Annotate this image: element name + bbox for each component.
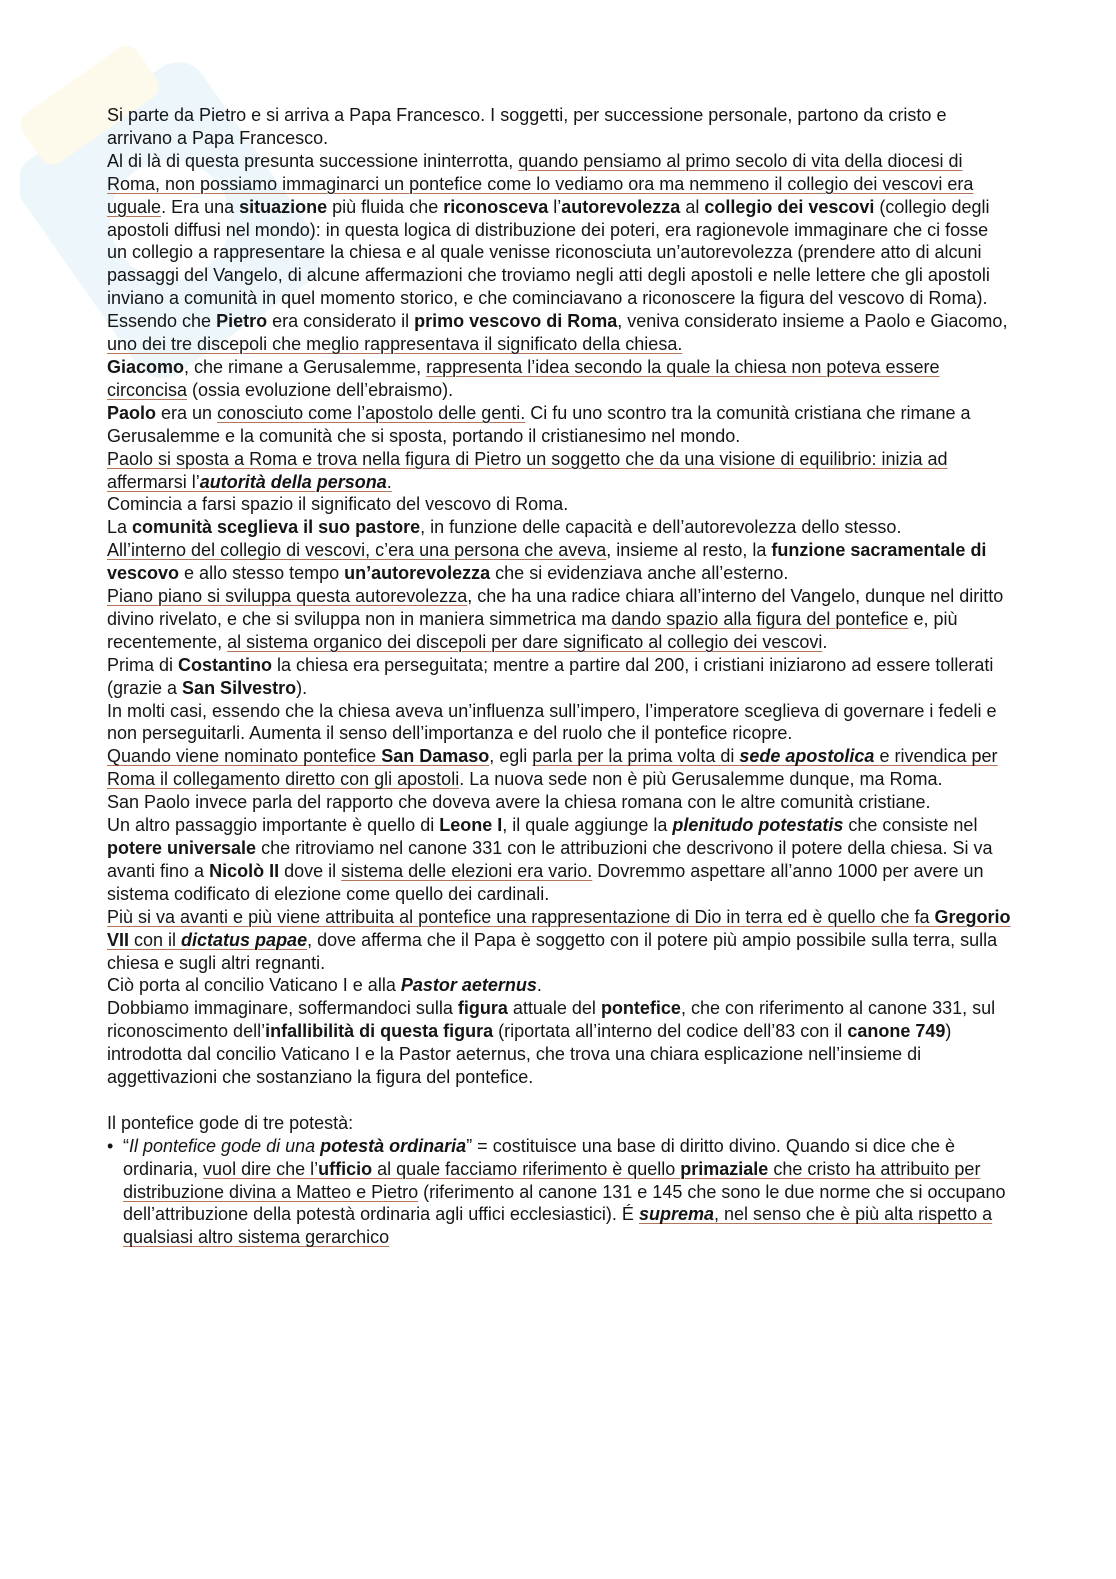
text-run: Il pontefice gode di tre potestà: bbox=[107, 1112, 354, 1133]
text-run: Prima di bbox=[107, 654, 179, 675]
text-run: San Paolo invece parla del rapporto che doveva avere la chiesa romana con le altre comunità cristiane. bbox=[107, 792, 931, 813]
text-run: Ciò porta al concilio Vaticano I e alla bbox=[107, 975, 401, 996]
text-run: Dovremmo aspettare all’anno 1000 per avere un sistema codificato di elezione come quello dei cardinali. bbox=[107, 860, 984, 904]
bold-text: funzione sacramentale di vescovo bbox=[107, 540, 987, 584]
paragraph bbox=[107, 791, 1012, 814]
bullet-marker: • bbox=[107, 1135, 114, 1156]
paragraph bbox=[107, 997, 1012, 1089]
paragraph bbox=[107, 1112, 1012, 1135]
underlined-text: dando spazio alla figura del pontefice bbox=[611, 608, 909, 629]
text-run: In molti casi, essendo che la chiesa aveva un’influenza sull’impero, l’imperatore sceglieva di governare i fedeli e non perseguitarli. Aumenta il senso dell’importanza e del ruolo che il pontefice ricopre. bbox=[107, 700, 997, 744]
bold-text: plenitudo potestatis bbox=[672, 815, 844, 836]
paragraph bbox=[107, 310, 1012, 356]
underlined-text: al sistema organico dei discepoli per dare significato al collegio dei vescovi bbox=[227, 631, 823, 652]
paragraph bbox=[107, 585, 1012, 654]
bold-text: Pietro bbox=[216, 311, 268, 332]
underlined-text: autorità della persona bbox=[199, 471, 387, 492]
bold-text: situazione bbox=[239, 196, 328, 217]
text-run: , il quale aggiunge la bbox=[502, 815, 673, 836]
text-run: (collegio degli apostoli diffusi nel mondo): in questa logica di distribuzione dei poteri, era ragionevole immaginare che ci fosse un collegio a rappresentare la chiesa e al quale venisse riconosciuta un’autorevolezza (prendere atto di alcuni passaggi del Vangelo, di alcune affermazioni che troviamo negli atti degli apostoli e nelle lettere che gli apostoli inviano a comunità in quel momento storico, e che cominciavano a riconoscere la figura del vescovo di Roma). bbox=[107, 196, 990, 309]
text-run: Un altro passaggio importante è quello di bbox=[107, 815, 440, 836]
underlined-text: conosciuto come l’apostolo delle genti. bbox=[217, 402, 526, 423]
text-run: ” = costituisce una base di diritto divino. Quando si dice che è ordinaria, bbox=[123, 1135, 955, 1179]
paragraph bbox=[107, 654, 1012, 700]
paragraph bbox=[107, 448, 1012, 494]
bold-text: Nicolò II bbox=[209, 860, 280, 881]
text-run: Dobbiamo immaginare, soffermandoci sulla bbox=[107, 998, 458, 1019]
underlined-text: . bbox=[386, 471, 392, 492]
document-page bbox=[107, 104, 1012, 1249]
paragraph bbox=[107, 356, 1012, 402]
blank-line bbox=[107, 1089, 1012, 1112]
text-run: Il pontefice gode di una bbox=[129, 1135, 321, 1156]
underlined-text: quando pensiamo al primo secolo di vita della diocesi di Roma, non possiamo immaginarci un pontefice come lo vediamo ora ma nemmeno il collegio dei vescovi era uguale bbox=[107, 150, 974, 217]
text-run: la chiesa era perseguitata; mentre a partire dal 200, i cristiani iniziarono ad essere tollerati (grazie a bbox=[107, 654, 994, 698]
bullet-item bbox=[107, 1135, 1012, 1250]
text-run: , egli bbox=[489, 746, 533, 767]
bold-text: potere universale bbox=[107, 838, 257, 858]
text-run: , insieme al resto, la bbox=[606, 540, 772, 561]
underlined-text: dictatus papae bbox=[181, 929, 308, 950]
underlined-text: e rivendica per Roma il collegamento diretto con gli apostoli bbox=[107, 746, 998, 790]
bold-text: autorevolezza bbox=[561, 196, 681, 217]
underlined-text: , nel senso che è più alta rispetto a qualsiasi altro sistema gerarchico bbox=[123, 1204, 993, 1248]
text-run: (riportata all’interno del codice dell’83 con il bbox=[493, 1021, 848, 1042]
bold-text: San Silvestro bbox=[182, 677, 297, 698]
text-run: Al di là di questa presunta successione ininterrotta, bbox=[107, 150, 519, 171]
text-run: che si evidenziava anche all’esterno. bbox=[490, 563, 789, 584]
text-run: , dove afferma che il Papa è soggetto con il potere più ampio possibile sulla terra, sulla chiesa e sugli altri regnanti. bbox=[107, 929, 998, 973]
text-run: . La nuova sede non è più Gerusalemme dunque, ma Roma. bbox=[459, 769, 943, 790]
underlined-text: primaziale bbox=[680, 1158, 769, 1179]
underlined-text: All’interno del collegio di vescovi, c’era una persona che aveva bbox=[107, 540, 607, 561]
bold-text: infallibilità di questa figura bbox=[265, 1021, 494, 1042]
paragraph bbox=[107, 814, 1012, 906]
paragraph bbox=[107, 150, 1012, 310]
underlined-text: ufficio bbox=[318, 1158, 373, 1179]
text-run: era considerato il bbox=[267, 311, 415, 332]
bold-text: collegio dei vescovi bbox=[704, 196, 875, 217]
text-run: che consiste nel bbox=[843, 815, 978, 836]
bold-text: Leone I bbox=[439, 815, 503, 836]
bold-text: Paolo bbox=[107, 402, 157, 423]
underlined-text: San Damaso bbox=[381, 746, 490, 767]
paragraph bbox=[107, 974, 1012, 997]
underlined-text: sistema delle elezioni era vario. bbox=[341, 860, 593, 881]
text-run: era un bbox=[156, 402, 218, 423]
text-run: , veniva considerato insieme a Paolo e Giacomo, bbox=[617, 311, 1008, 332]
underlined-text: al quale facciamo riferimento è quello bbox=[372, 1158, 681, 1179]
text-run: Ci fu uno scontro tra la comunità cristiana che rimane a Gerusalemme e la comunità che si sposta, portando il cristianesimo nel mondo. bbox=[107, 402, 971, 446]
bold-text: primo vescovo di Roma bbox=[414, 311, 618, 332]
text-run: ). bbox=[296, 677, 308, 698]
text-run: dove il bbox=[279, 860, 342, 881]
underlined-text: Quando viene nominato pontefice bbox=[107, 746, 382, 767]
text-run: più fluida che bbox=[327, 196, 444, 217]
paragraph bbox=[107, 700, 1012, 746]
text-run: al bbox=[680, 196, 705, 217]
paragraph bbox=[107, 516, 1012, 539]
bold-text: Pastor aeternus bbox=[400, 975, 537, 996]
text-run: l’ bbox=[548, 196, 562, 217]
paragraph bbox=[107, 402, 1012, 448]
bold-text: figura bbox=[457, 998, 508, 1019]
underlined-text: uno dei tre discepoli che meglio rappresentava il significato della chiesa. bbox=[107, 334, 683, 355]
text-run: , in funzione delle capacità e dell’autorevolezza dello stesso. bbox=[420, 517, 902, 538]
text-run: La bbox=[107, 517, 133, 538]
text-run: e allo stesso tempo bbox=[179, 563, 345, 584]
bold-text: potestà ordinaria bbox=[320, 1135, 467, 1156]
text-run: Si parte da Pietro e si arriva a Papa Francesco. I soggetti, per successione personale, partono da cristo e arrivano a Papa Francesco. bbox=[107, 105, 947, 148]
underlined-text: parla per la prima volta di bbox=[532, 746, 740, 767]
text-run: attuale del bbox=[507, 998, 601, 1019]
text-run: , che ha una radice chiara all’interno del Vangelo, dunque nel diritto divino rivelato, e che si sviluppa non in maniera simmetrica ma bbox=[107, 586, 1004, 629]
underlined-text: Piano piano si sviluppa questa autorevolezza bbox=[107, 586, 468, 607]
underlined-text: vuol dire che l’ bbox=[203, 1158, 319, 1179]
text-run: . bbox=[536, 975, 542, 996]
underlined-text: con il bbox=[129, 929, 182, 950]
paragraph bbox=[107, 493, 1012, 516]
text-run: “ bbox=[123, 1135, 129, 1156]
underlined-text: rappresenta l’idea secondo la quale la chiesa non poteva essere circoncisa bbox=[107, 356, 940, 400]
paragraph bbox=[107, 104, 1012, 150]
bold-text: comunità sceglieva il suo pastore bbox=[132, 517, 421, 538]
paragraph bbox=[107, 745, 1012, 791]
paragraph bbox=[107, 539, 1012, 585]
text-run: Essendo che bbox=[107, 311, 217, 332]
underlined-text: Paolo si sposta a Roma e trova nella figura di Pietro un soggetto che da una visione di equilibrio: inizia ad affermarsi l’ bbox=[107, 448, 948, 492]
paragraph bbox=[107, 906, 1012, 975]
text-run: ) introdotta dal concilio Vaticano I e la Pastor aeternus, che trova una chiara esplicazione nell’insieme di aggettivazioni che sostanziano la figura del pontefice. bbox=[107, 1021, 952, 1088]
underlined-text: suprema bbox=[638, 1204, 714, 1225]
text-run: (riferimento al canone 131 e 145 che sono le due norme che si occupano dell’attribuzione della potestà ordinaria agli uffici ecclesiastici). É bbox=[123, 1181, 1006, 1225]
bold-text: Giacomo bbox=[107, 356, 185, 377]
text-run: , che rimane a Gerusalemme, bbox=[184, 356, 427, 377]
text-run: , che con riferimento al canone 331, sul riconoscimento dell’ bbox=[107, 998, 996, 1042]
text-run: Comincia a farsi spazio il significato del vescovo di Roma. bbox=[107, 494, 569, 515]
text-run: (ossia evoluzione dell’ebraismo). bbox=[187, 379, 454, 400]
underlined-text: che cristo ha attribuito per distribuzione divina a Matteo e Pietro bbox=[123, 1158, 981, 1202]
bold-text: Costantino bbox=[178, 654, 273, 675]
text-run: che ritroviamo nel canone 331 con le attribuzioni che descrivono il potere della chiesa. Si va avanti fino a bbox=[107, 838, 993, 881]
bold-text: pontefice bbox=[600, 998, 681, 1019]
text-run: . Era una bbox=[161, 196, 240, 217]
underlined-text: sede apostolica bbox=[739, 746, 875, 767]
bold-text: riconosceva bbox=[443, 196, 549, 217]
underlined-text: Gregorio VII bbox=[107, 906, 1011, 950]
bold-text: canone 749 bbox=[847, 1021, 946, 1042]
text-run: . bbox=[822, 631, 828, 652]
text-run: e, più recentemente, bbox=[107, 608, 958, 652]
bold-text: un’autorevolezza bbox=[344, 563, 491, 584]
underlined-text: Più si va avanti e più viene attribuita al pontefice una rappresentazione di Dio in terra ed è quello che fa bbox=[107, 906, 935, 927]
